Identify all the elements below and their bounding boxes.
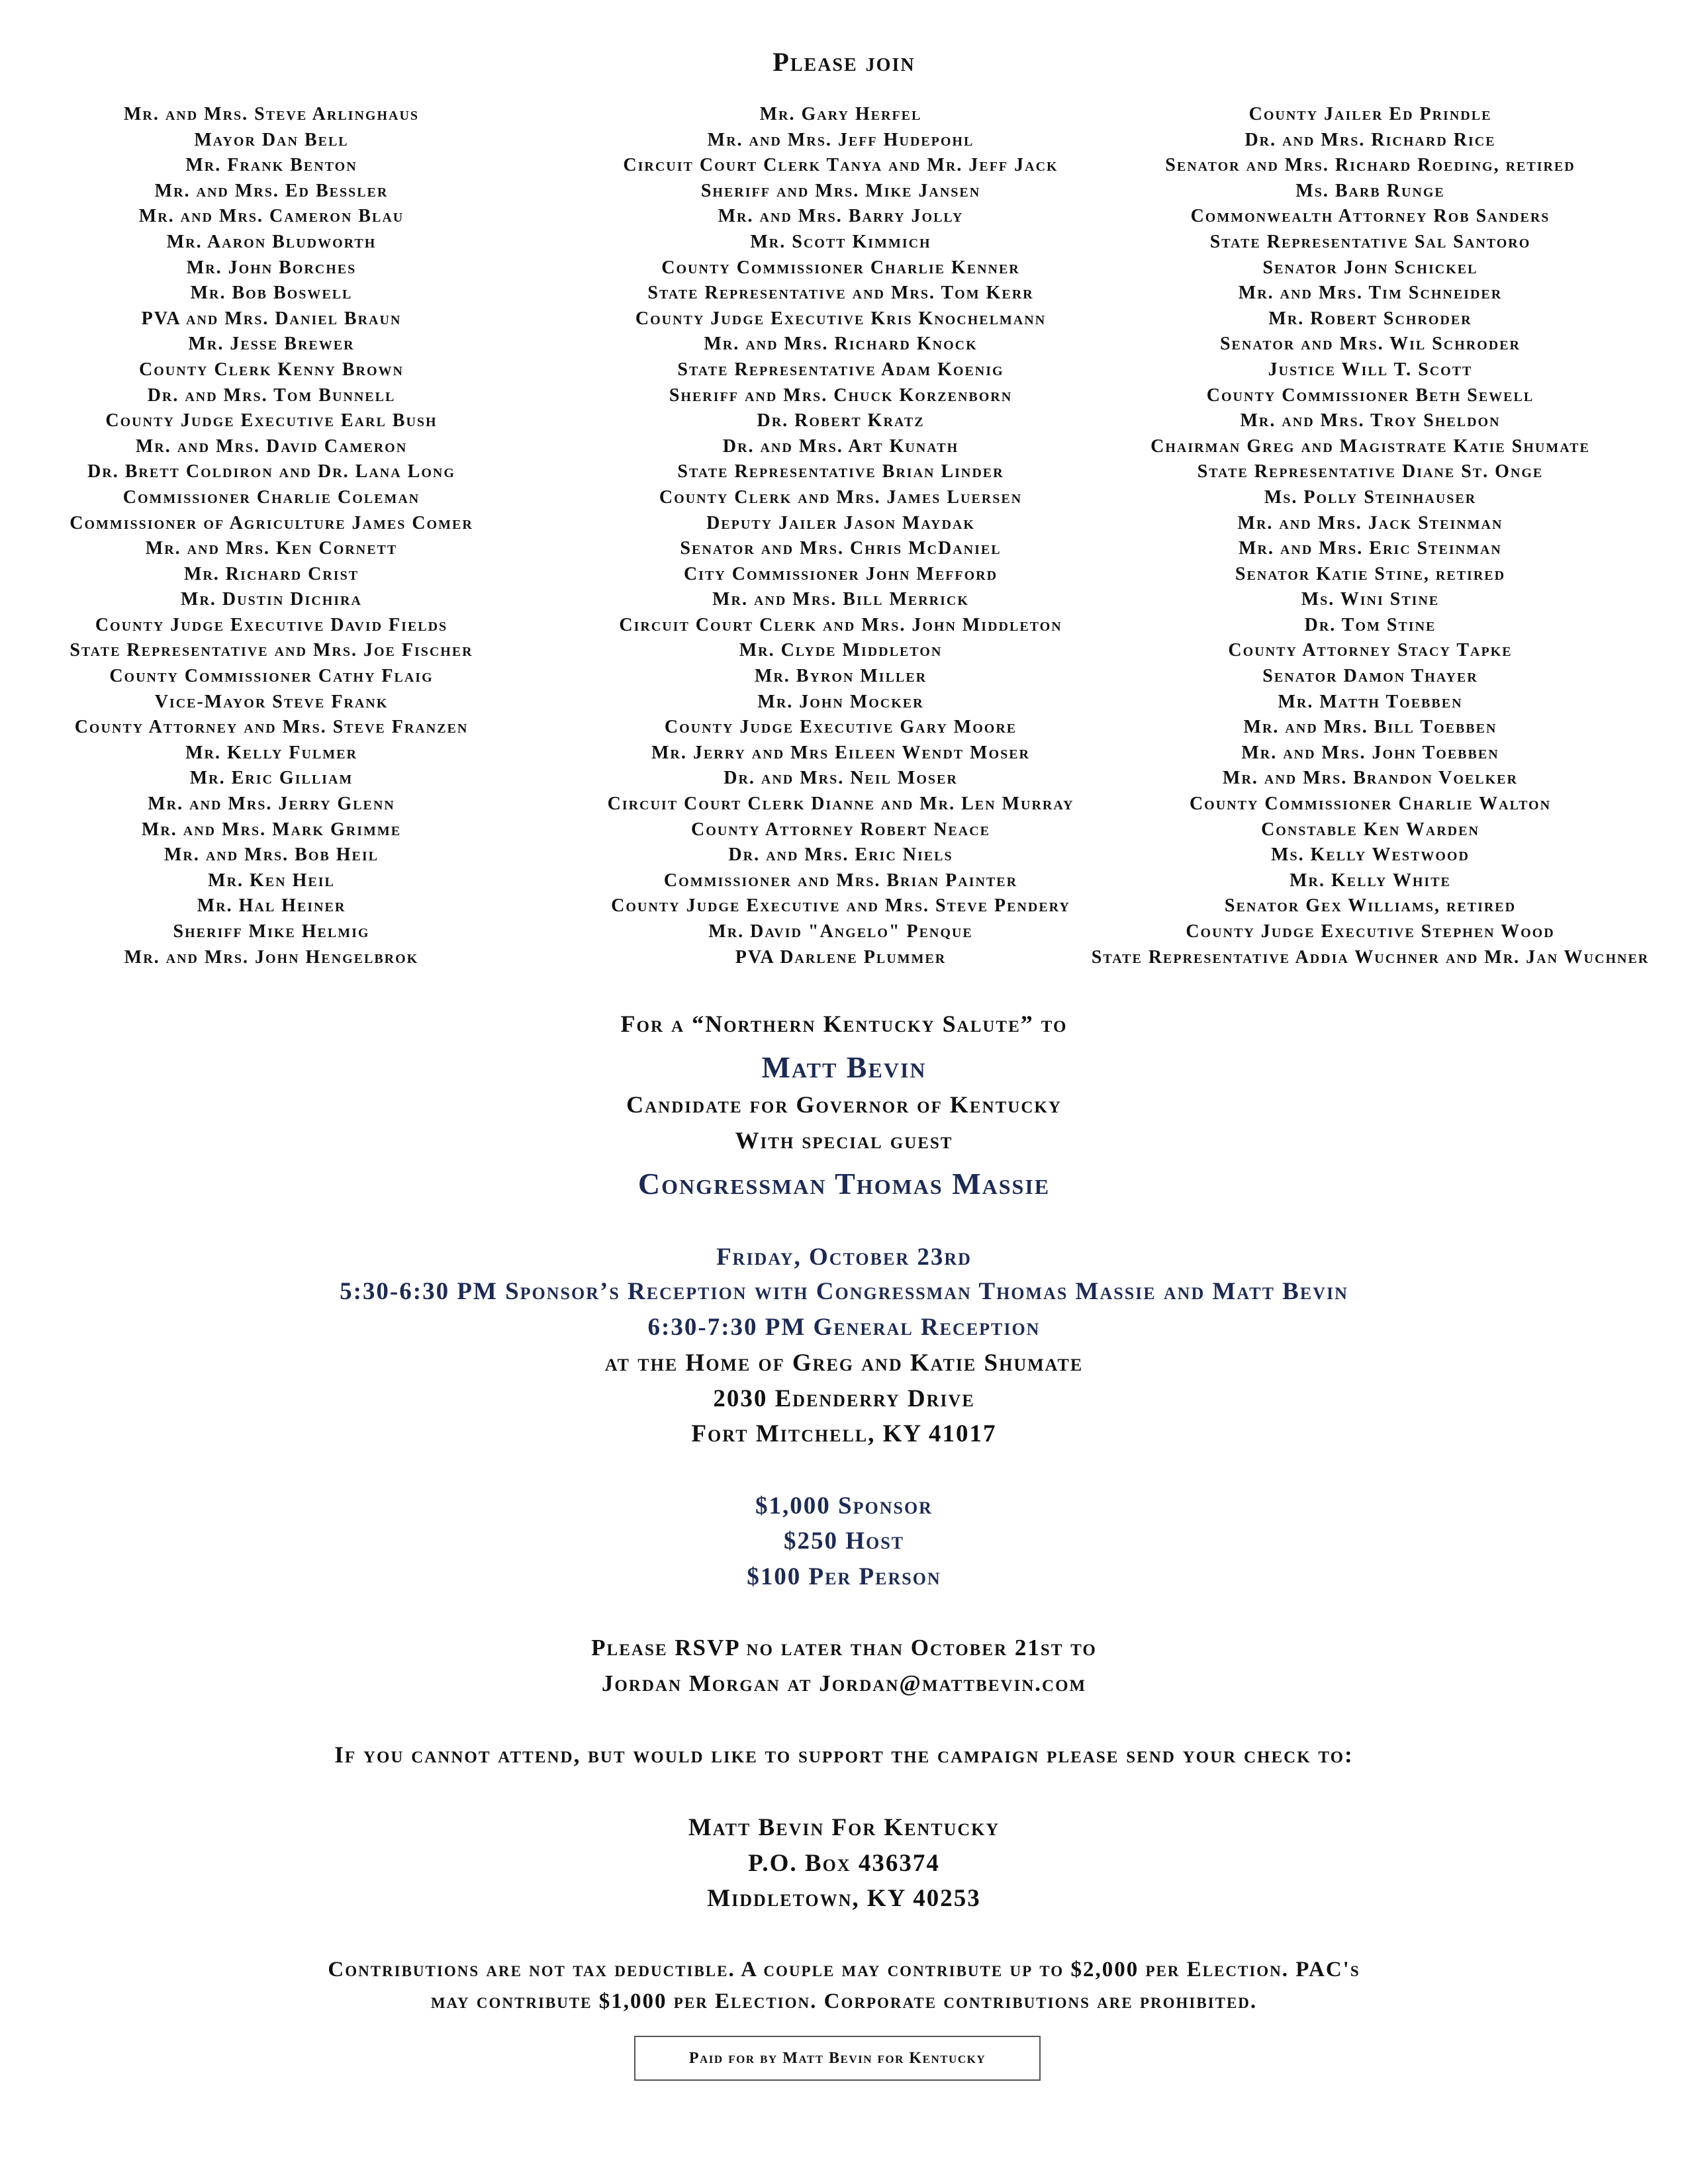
- host-name: Dr. Brett Coldiron and Dr. Lana Long: [87, 461, 455, 482]
- host-name: Mr. Aaron Bludworth: [166, 231, 377, 252]
- host-name: Dr. and Mrs. Art Kunath: [722, 435, 959, 457]
- host-name: Dr. Robert Kratz: [757, 410, 925, 432]
- host-name: Mr. Matth Toebben: [1278, 691, 1463, 712]
- host-name: Senator and Mrs. Chris McDaniel: [680, 538, 1002, 559]
- host-name: Ms. Polly Steinhauser: [1264, 486, 1477, 508]
- host-name: County Clerk Kenny Brown: [139, 359, 404, 380]
- host-name: Mr. and Mrs. Jeff Hudepohl: [707, 129, 974, 150]
- mailing-po-box: P.O. Box 436374: [748, 1850, 940, 1877]
- host-name: Dr. and Mrs. Eric Niels: [728, 844, 953, 866]
- host-name: Mr. Kelly White: [1289, 870, 1451, 891]
- paid-for-box: [634, 2036, 1041, 2081]
- host-name: Mr. and Mrs. Ed Bessler: [154, 180, 389, 201]
- guest-name: Congressman Thomas Massie: [637, 1167, 1051, 1201]
- host-name: Mr. and Mrs. Eric Steinman: [1239, 538, 1502, 559]
- special-guest-line: With special guest: [735, 1127, 953, 1154]
- host-name: Mr. and Mrs. Bill Toebben: [1243, 717, 1497, 738]
- host-name: Commissioner and Mrs. Brian Painter: [663, 870, 1018, 891]
- host-name: Justice Will T. Scott: [1268, 359, 1473, 380]
- host-name: State Representative and Mrs. Tom Kerr: [647, 283, 1034, 304]
- host-name: Mr. Byron Miller: [754, 666, 927, 687]
- host-name: Mr. and Mrs. Tim Schneider: [1238, 283, 1503, 304]
- event-date: Friday, October 23rd: [716, 1244, 972, 1271]
- rsvp-line-1: Please RSVP no later than October 21st to: [591, 1635, 1097, 1661]
- host-name: Sheriff and Mrs. Mike Jansen: [700, 180, 981, 201]
- host-name: Mr. John Borches: [186, 257, 357, 278]
- event-city: Fort Mitchell, KY 41017: [691, 1420, 997, 1447]
- tier-per-person: $100 Per Person: [747, 1563, 941, 1590]
- disclaimer-line-2: may contribute $1,000 per Election. Corporate contributions are prohibited.: [430, 1989, 1258, 2013]
- host-name: Vice-Mayor Steve Frank: [154, 691, 389, 712]
- host-name: County Judge Executive Stephen Wood: [1186, 921, 1555, 942]
- host-name: Mr. Gary Herfel: [759, 104, 922, 124]
- host-name: Mr. and Mrs. Richard Knock: [704, 334, 978, 355]
- host-name: Commonwealth Attorney Rob Sanders: [1190, 206, 1550, 227]
- host-name: Ms. Barb Runge: [1295, 180, 1445, 201]
- host-name: State Representative Sal Santoro: [1209, 231, 1531, 252]
- host-name: City Commissioner John Mefford: [683, 563, 998, 584]
- host-name: Mr. Clyde Middleton: [739, 640, 943, 661]
- host-name: Sheriff and Mrs. Chuck Korzenborn: [669, 385, 1013, 406]
- general-reception: 6:30-7:30 PM General Reception: [647, 1314, 1041, 1341]
- host-name: Sheriff Mike Helmig: [173, 921, 370, 942]
- candidate-title: Candidate for Governor of Kentucky: [626, 1091, 1062, 1118]
- host-name: Mr. and Mrs. Mark Grimme: [141, 819, 402, 840]
- host-name: Ms. Wini Stine: [1301, 589, 1440, 610]
- host-name: Mr. and Mrs. Brandon Voelker: [1223, 768, 1518, 789]
- host-name: Dr. and Mrs. Tom Bunnell: [147, 385, 396, 406]
- host-name: Mr. Jesse Brewer: [188, 334, 355, 355]
- host-name: Senator Katie Stine, retired: [1235, 563, 1506, 584]
- host-name: County Commissioner Charlie Kenner: [661, 257, 1020, 278]
- host-name: State Representative Diane St. Onge: [1197, 461, 1544, 482]
- host-name: PVA Darlene Plummer: [735, 946, 947, 968]
- host-name: Chairman Greg and Magistrate Katie Shumate: [1150, 435, 1590, 457]
- host-name: County Attorney and Mrs. Steve Franzen: [74, 717, 469, 738]
- host-name: PVA and Mrs. Daniel Braun: [141, 308, 402, 329]
- host-name: County Clerk and Mrs. James Luersen: [659, 486, 1023, 508]
- host-name: County Judge Executive Earl Bush: [105, 410, 438, 432]
- host-name: Senator and Mrs. Richard Roeding, retired: [1165, 155, 1575, 176]
- host-name: County Jailer Ed Prindle: [1248, 104, 1492, 124]
- event-street-address: 2030 Edenderry Drive: [713, 1385, 975, 1412]
- host-column-1: [26, 102, 516, 970]
- host-name: County Commissioner Beth Sewell: [1206, 385, 1534, 406]
- host-name: Senator Damon Thayer: [1262, 666, 1478, 687]
- host-name: State Representative Addia Wuchner and Mr. Jan Wuchner: [1091, 946, 1650, 968]
- rsvp-line-2: Jordan Morgan at Jordan@mattbevin.com: [601, 1670, 1087, 1696]
- host-name: Mr. and Mrs. Bob Heil: [164, 844, 379, 866]
- host-name: County Judge Executive and Mrs. Steve Pendery: [611, 895, 1070, 917]
- host-column-3: [1059, 102, 1681, 970]
- mailing-city: Middletown, KY 40253: [707, 1885, 981, 1912]
- host-name: Mr. and Mrs. Barry Jolly: [718, 206, 964, 227]
- paid-for-text: Paid for by Matt Bevin for Kentucky: [688, 2049, 986, 2067]
- host-name: County Judge Executive David Fields: [95, 614, 448, 635]
- host-name: Commissioner Charlie Coleman: [122, 486, 420, 508]
- host-name: State Representative Adam Koenig: [677, 359, 1004, 380]
- host-name: Mr. and Mrs. John Hengelbrok: [124, 946, 419, 968]
- host-name: Mr. and Mrs. Bill Merrick: [712, 589, 969, 610]
- host-name: Mr. Kelly Fulmer: [185, 742, 357, 763]
- host-name: Mr. Scott Kimmich: [750, 231, 931, 252]
- host-name: Mr. Ken Heil: [208, 870, 335, 891]
- host-name: Mr. John Mocker: [757, 691, 924, 712]
- host-name: County Attorney Robert Neace: [691, 819, 990, 840]
- host-name: Mr. and Mrs. Jack Steinman: [1237, 512, 1503, 533]
- host-name: Mr. and Mrs. Steve Arlinghaus: [123, 104, 420, 124]
- host-name: Mr. Hal Heiner: [197, 895, 346, 917]
- host-name: Senator Gex Williams, retired: [1224, 895, 1517, 917]
- salute-line: For a “Northern Kentucky Salute” to: [620, 1011, 1068, 1037]
- host-name: County Attorney Stacy Tapke: [1228, 640, 1513, 661]
- event-location: at the Home of Greg and Katie Shumate: [604, 1349, 1084, 1377]
- host-name: Mr. Frank Benton: [185, 155, 357, 176]
- host-name: County Judge Executive Kris Knochelmann: [635, 308, 1047, 329]
- host-name: Constable Ken Warden: [1261, 819, 1479, 840]
- host-name: Mr. and Mrs. Jerry Glenn: [148, 794, 395, 815]
- host-name: Circuit Court Clerk Dianne and Mr. Len Murray: [607, 794, 1074, 815]
- host-name: Mr. David "Angelo" Penque: [708, 921, 973, 942]
- host-name: Circuit Court Clerk Tanya and Mr. Jeff Jack: [623, 155, 1058, 176]
- host-column-2: [569, 102, 1112, 970]
- mailing-name: Matt Bevin For Kentucky: [688, 1814, 1000, 1841]
- host-name: Senator John Schickel: [1262, 257, 1478, 278]
- host-name: Circuit Court Clerk and Mrs. John Middleton: [619, 614, 1062, 635]
- host-name: County Commissioner Cathy Flaig: [109, 666, 434, 687]
- host-name: Mr. and Mrs. Troy Sheldon: [1240, 410, 1501, 432]
- host-name: Dr. and Mrs. Richard Rice: [1244, 129, 1496, 150]
- tier-host: $250 Host: [783, 1527, 905, 1555]
- host-name: Mr. Eric Gilliam: [189, 768, 353, 789]
- host-name: Ms. Kelly Westwood: [1271, 844, 1470, 866]
- host-name: Mr. and Mrs. David Cameron: [135, 435, 408, 457]
- tier-sponsor: $1,000 Sponsor: [755, 1492, 933, 1520]
- host-name: County Commissioner Charlie Walton: [1189, 794, 1552, 815]
- host-name: State Representative and Mrs. Joe Fischer: [70, 640, 473, 661]
- host-name: Dr. and Mrs. Neil Moser: [724, 768, 958, 789]
- host-name: Mr. Jerry and Mrs Eileen Wendt Moser: [651, 742, 1031, 763]
- host-name: Mr. and Mrs. Cameron Blau: [138, 206, 404, 227]
- page-heading: Please join: [773, 47, 915, 77]
- candidate-name: Matt Bevin: [761, 1050, 927, 1084]
- host-name: Mr. Richard Crist: [183, 563, 359, 584]
- host-name: Dr. Tom Stine: [1304, 614, 1436, 635]
- host-name: Commissioner of Agriculture James Comer: [70, 512, 473, 533]
- host-name: Mayor Dan Bell: [194, 129, 349, 150]
- host-name: Mr. Dustin Dichira: [181, 589, 362, 610]
- sponsor-reception: 5:30-6:30 PM Sponsor’s Reception with Congressman Thomas Massie and Matt Bevin: [340, 1278, 1348, 1305]
- host-name: Mr. Robert Schroder: [1268, 308, 1472, 329]
- host-name: Deputy Jailer Jason Maydak: [706, 512, 975, 533]
- support-line: If you cannot attend, but would like to support the campaign please send your check to:: [334, 1742, 1354, 1768]
- disclaimer-line-1: Contributions are not tax deductible. A couple may contribute up to $2,000 per Election. PAC's: [328, 1958, 1360, 1981]
- host-name: Mr. Bob Boswell: [190, 283, 353, 304]
- host-name: County Judge Executive Gary Moore: [664, 717, 1017, 738]
- host-name: Mr. and Mrs. Ken Cornett: [145, 538, 398, 559]
- host-name: State Representative Brian Linder: [677, 461, 1004, 482]
- host-name: Mr. and Mrs. John Toebben: [1241, 742, 1499, 763]
- host-name: Senator and Mrs. Wil Schroder: [1219, 334, 1521, 355]
